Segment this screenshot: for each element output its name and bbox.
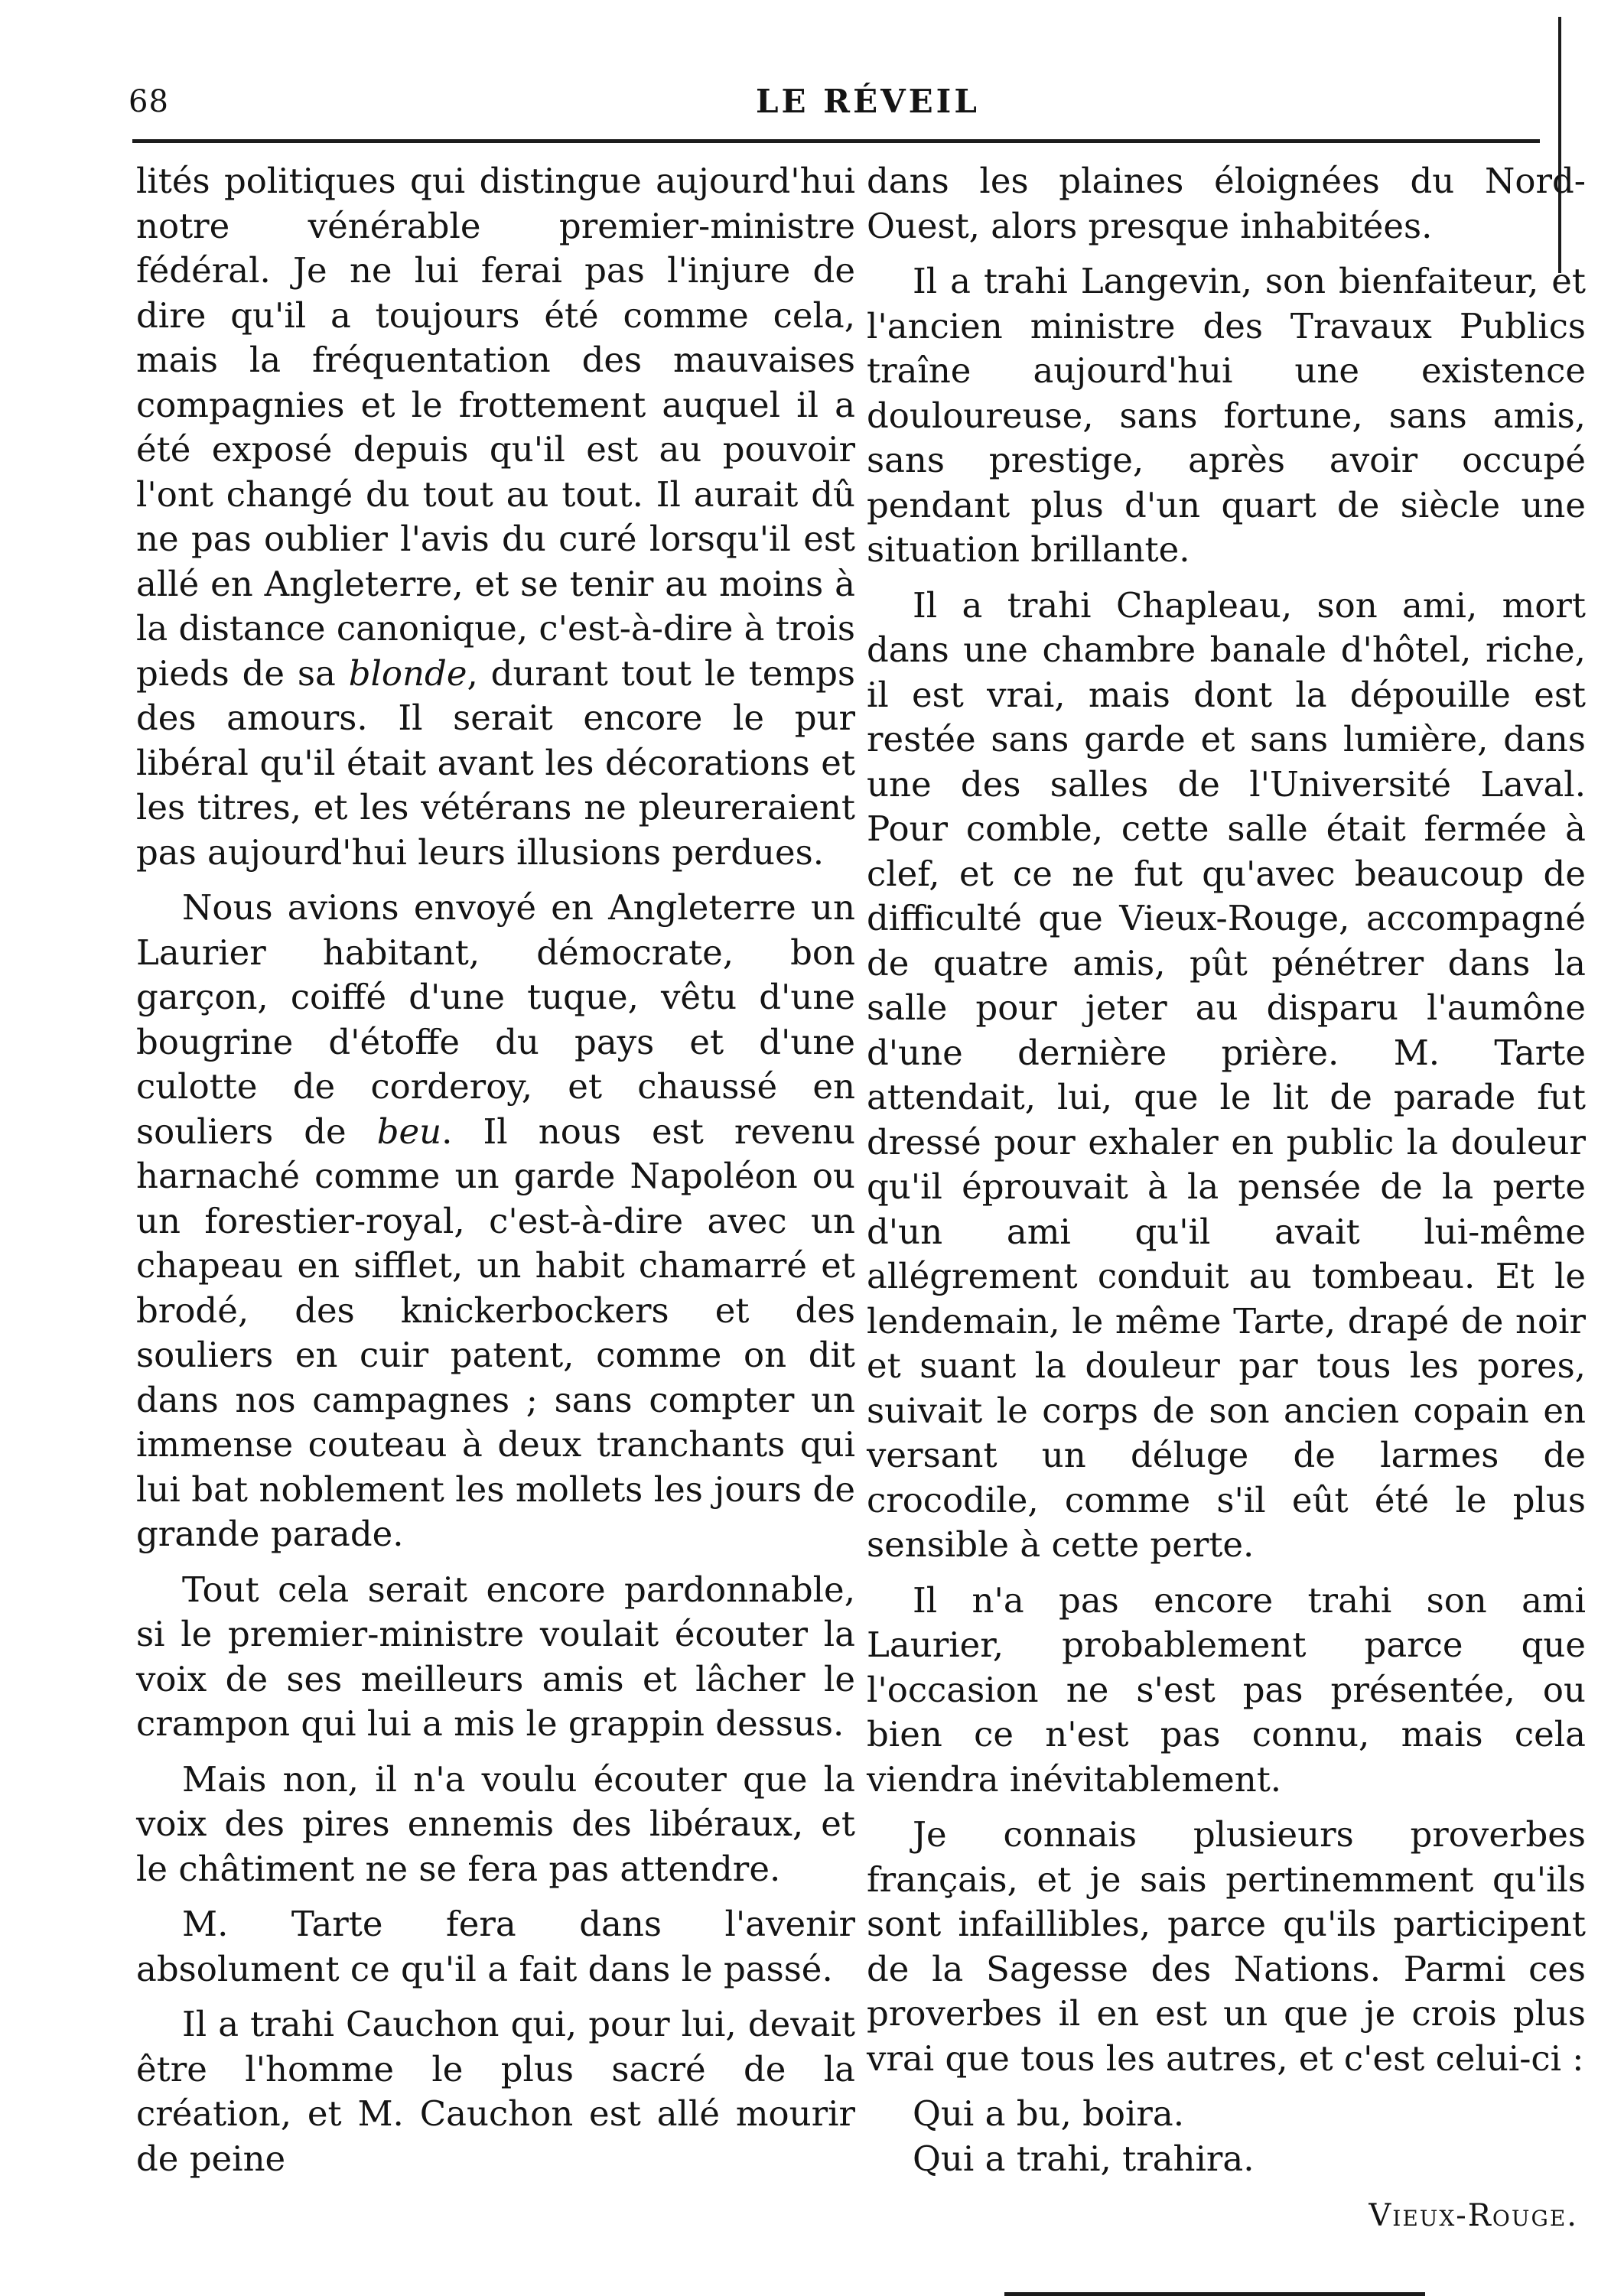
- paragraph: lités politiques qui distingue aujourd'hui notre vénérable premier-ministre fédéral. Je ne lui ferai pas l'injure de dire qu'il a toujours été comme cela, mais la fréquentation des mauvaises compagnies et le frottement auquel il a été exposé depuis qu'il est au pouvoir l'ont changé du tout au tout. Il aurait dû ne pas oublier l'avis du curé lorsqu'il est allé en Angleterre, et se tenir au moins à la distance canonique, c'est-à-dire à trois pieds de sa blonde, durant tout le temps des amours. Il serait encore le pur libéral qu'il était avant les décorations et les titres, et les vétérans ne pleureraient pas aujourd'hui leurs illusions perdues.: [136, 161, 856, 873]
- paragraph: Il n'a pas encore trahi son ami Laurier, probablement parce que l'occasion ne s'est pas présentée, ou bien ce n'est pas connu, mais cela viendra inévitablement.: [867, 1579, 1586, 1800]
- italic-word: blonde: [348, 652, 467, 694]
- paragraph: Mais non, il n'a voulu écouter que la voix des pires ennemis des libéraux, et le châtiment ne se fera pas attendre.: [136, 1758, 855, 1889]
- proverb-line: Qui a trahi, trahira.: [913, 2138, 1255, 2179]
- right-column: [867, 159, 1586, 2233]
- paragraph: Tout cela serait encore pardonnable, si le premier-ministre voulait écouter la voix de ses meilleurs amis et lâcher le crampon qui lui a mis le grappin dessus.: [136, 1569, 855, 1744]
- page-number: 68: [129, 84, 169, 119]
- running-title: LE RÉVEIL: [756, 83, 980, 120]
- author-signature: Vieux-Rouge.: [1369, 2198, 1578, 2233]
- paragraph: dans les plaines éloignées du Nord-Ouest, alors presque inhabitées.: [867, 161, 1586, 246]
- paragraph: M. Tarte fera dans l'avenir absolument ce qu'il a fait dans le passé.: [136, 1904, 855, 1989]
- end-rule: [1004, 2292, 1425, 2296]
- paragraph: Il a trahi Cauchon qui, pour lui, devait être l'homme le plus sacré de la création, et M. Cauchon est allé mourir de peine: [136, 2004, 855, 2179]
- proverb-line: Qui a bu, boira.: [913, 2093, 1185, 2134]
- paragraph: Il a trahi Chapleau, son ami, mort dans une chambre banale d'hôtel, riche, il est vrai, mais dont la dépouille est restée sans garde et sans lumière, dans une des salles de l'Université Laval. Pour comble, cette salle était fermée à clef, et ce ne fut qu'avec beaucoup de difficulté que Vieux-Rouge, accompagné de quatre amis, pût pénétrer dans la salle pour jeter au disparu l'aumône d'une dernière prière. M. Tarte attendait, lui, que le lit de parade fut dressé pour exhaler en public la douleur qu'il éprouvait à la pensée de la perte d'un ami qu'il avait lui-même allégrement conduit au tombeau. Et le lendemain, le même Tarte, drapé de noir et suant la douleur par tous les pores, suivait le corps de son ancien copain en versant un déluge de larmes de crocodile, comme s'il eût été le plus sensible à cette perte.: [867, 584, 1586, 1565]
- left-column: [136, 159, 856, 2179]
- paragraph: Nous avions envoyé en Angleterre un Laurier habitant, démocrate, bon garçon, coiffé d'une tuque, vêtu d'une bougrine d'étoffe du pays et d'une culotte de corderoy, et chaussé en souliers de beu. Il nous est revenu harnaché comme un garde Napoléon ou un forestier-royal, c'est-à-dire avec un chapeau en sifflet, un habit chamarré et brodé, des knickerbockers et des souliers en cuir patent, comme on dit dans nos campagnes ; sans compter un immense couteau à deux tranchants qui lui bat noblement les mollets les jours de grande parade.: [136, 887, 855, 1554]
- italic-word: beu: [376, 1111, 442, 1152]
- paragraph: Je connais plusieurs proverbes français, et je sais pertinemment qu'ils sont infaillibles, parce qu'ils participent de la Sagesse des Nations. Parmi ces proverbes il en est un que je crois plus vrai que tous les autres, et c'est celui-ci :: [867, 1814, 1586, 2079]
- header-rule: [132, 139, 1540, 143]
- paragraph: Il a trahi Langevin, son bienfaiteur, et l'ancien ministre des Travaux Publics traîne aujourd'hui une existence douloureuse, sans fortune, sans amis, sans prestige, après avoir occupé pendant plus d'un quart de siècle une situation brillante.: [867, 261, 1586, 570]
